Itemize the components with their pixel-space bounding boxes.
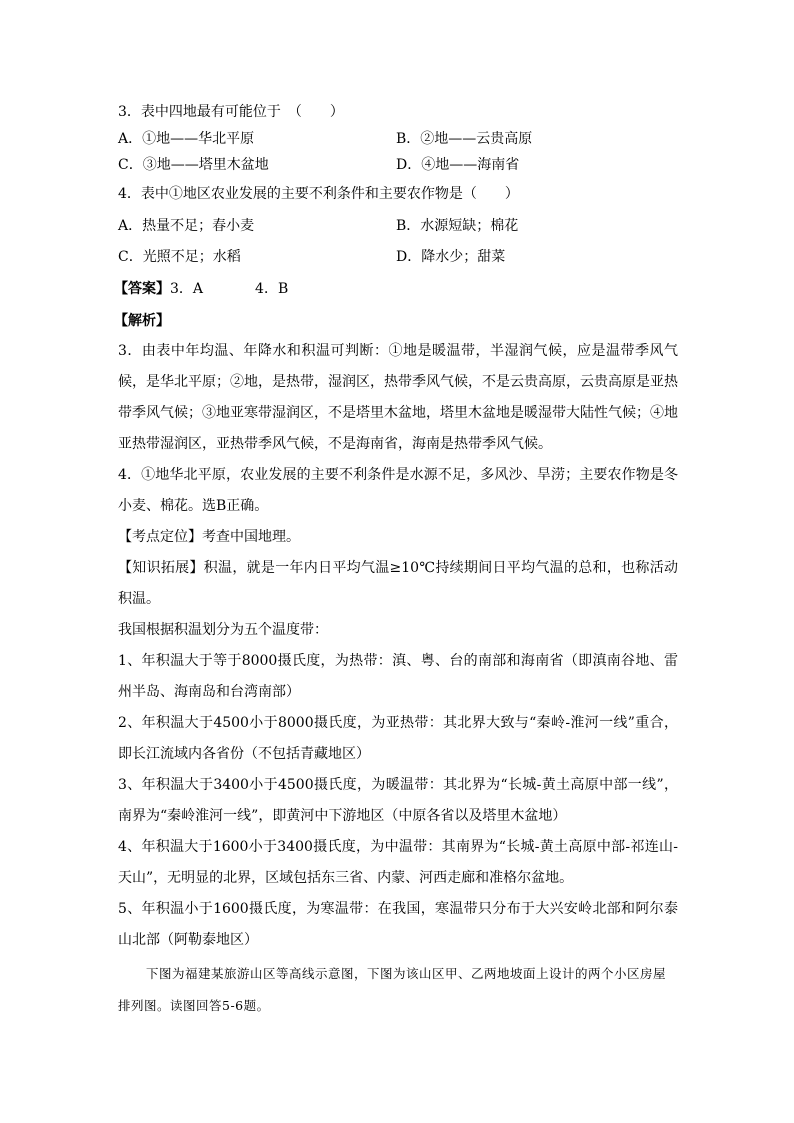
answer-line (114, 279, 288, 299)
temperature-zone-item-3: 3、年积温大于3400小于4500摄氏度，为暖温带：其北界为“长城-黄土高原中部一线”，南界为“秦岭淮河一线”，即黄河中下游地区（中原各省以及塔里木盆地） (118, 777, 678, 824)
question-3-option-c: C．③地——塔里木盆地 (118, 157, 269, 173)
analysis-paragraph-4: 4．①地华北平原，农业发展的主要不利条件是水源不足，多风沙、旱涝；主要农作物是冬小麦、棉花。选B正确。 (118, 467, 678, 514)
extension-intro: 我国根据积温划分为五个温度带： (118, 622, 328, 638)
next-question-intro: 下图为福建某旅游山区等高线示意图，下图为该山区甲、乙两地坡面上设计的两个小区房屋排列图。读图回答5-6题。 (118, 966, 667, 1013)
analysis-label: 【解析】 (114, 313, 170, 329)
analysis-body (118, 336, 678, 956)
temperature-zone-item-1: 1、年积温大于等于8000摄氏度，为热带：滇、粤、台的南部和海南省（即滇南谷地、雷州半岛、海南岛和台湾南部） (118, 653, 678, 700)
temperature-zone-item-5: 5、年积温小于1600摄氏度，为寒温带：在我国，寒温带只分布于大兴安岭北部和阿尔泰山北部（阿勒泰地区） (118, 901, 678, 948)
question-3-stem: 3．表中四地最有可能位于 （ ） (118, 104, 344, 120)
temperature-zone-item-2: 2、年积温大于4500小于8000摄氏度，为亚热带：其北界大致与“秦岭-淮河一线”重合，即长江流域内各省份（不包括青藏地区） (118, 715, 678, 762)
question-4-option-c: C．光照不足；水稻 (118, 249, 241, 265)
answer-3: 3．A (170, 281, 204, 297)
temperature-zone-item-4: 4、年积温大于1600小于3400摄氏度，为中温带：其南界为“长城-黄土高原中部-祁连山-天山”，无明显的北界，区域包括东三省、内蒙、河西走廊和准格尔盆地。 (118, 839, 678, 886)
kaodian-line (118, 522, 678, 553)
question-3-option-d: D．④地——海南省 (396, 157, 520, 173)
extension-text: 积温，就是一年内日平均气温≥10℃持续期间日平均气温的总和，也称活动积温。 (118, 560, 678, 607)
analysis-paragraph-3: 3．由表中年均温、年降水和积温可判断：①地是暖温带，半湿润气候，应是温带季风气候，是华北平原；②地，是热带，湿润区，热带季风气候，不是云贵高原，云贵高原是亚热带季风气候；③地亚寒带湿润区，不是塔里木盆地，塔里木盆地是暖湿带大陆性气候；④地亚热带湿润区，亚热带季风气候，不是海南省，海南是热带季风气候。 (118, 343, 678, 452)
answer-label: 【答案】 (114, 281, 170, 297)
extension-label: 【知识拓展】 (118, 560, 204, 576)
question-4-option-a: A．热量不足；春小麦 (118, 218, 255, 234)
extension-paragraph (118, 553, 678, 615)
kaodian-label: 【考点定位】 (118, 529, 202, 545)
answer-4: 4．B (255, 281, 289, 297)
question-3-option-b: B．②地——云贵高原 (396, 131, 533, 147)
question-4-option-d: D．降水少；甜菜 (396, 249, 506, 265)
question-4-option-b: B．水源短缺；棉花 (396, 218, 519, 234)
kaodian-text: 考查中国地理。 (202, 529, 300, 545)
question-3-option-a: A．①地——华北平原 (118, 131, 255, 147)
question-4-stem: 4．表中①地区农业发展的主要不利条件和主要农作物是（ ） (118, 186, 519, 202)
